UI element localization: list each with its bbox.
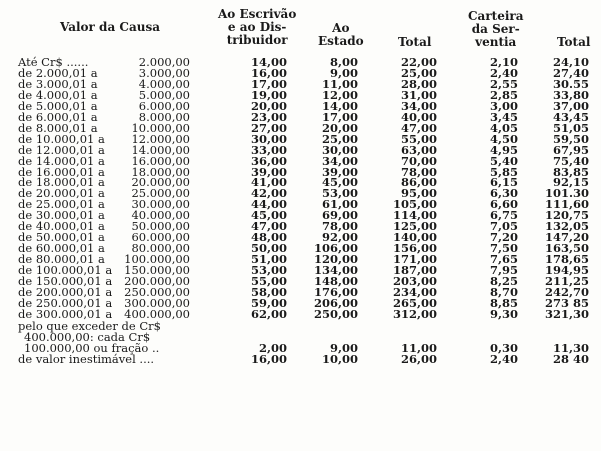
cell-upper-limit: 300.000,00 (124, 295, 190, 310)
cell-escrivao: 55,00 (250, 274, 287, 288)
cell-estado: 9,00 (329, 65, 358, 80)
cell-total-final: 147,20 (544, 230, 589, 245)
cell-carteira: 2,10 (489, 55, 518, 69)
cell-escrivao: 51,00 (250, 252, 287, 267)
cell-total: 78,00 (400, 164, 437, 179)
cell-estado: 45,00 (321, 175, 358, 190)
row-label: de 300.000,01 a (18, 306, 113, 321)
cell-upper-limit: 4.000,00 (138, 76, 190, 91)
row-label: de 25.000,01 a (18, 197, 105, 212)
cell-total-final: 321,30 (544, 306, 589, 321)
row-label: de 4.000,01 a (18, 87, 98, 102)
cell-carteira: 8,70 (489, 284, 518, 299)
cell-upper-limit: 80.000,00 (131, 241, 190, 256)
cell-upper-limit: 400.000,00 (124, 306, 190, 321)
cell-carteira: 6,30 (489, 186, 518, 201)
cell-estado: 92,00 (321, 230, 358, 245)
cell-upper-limit: 2.000,00 (138, 55, 190, 69)
cell-estado: 9,00 (329, 340, 358, 355)
cell-total-final: 33,80 (552, 87, 589, 102)
cell-carteira: 6,15 (489, 175, 518, 190)
row-label: Até Cr$ ...... (18, 55, 89, 69)
row-label: de 100.000,01 a (18, 263, 113, 278)
cell-estado: 20,00 (321, 120, 358, 135)
header-total: Total (398, 35, 432, 49)
cell-carteira: 3,45 (489, 109, 518, 124)
cell-total: 140,00 (392, 230, 437, 245)
cell-upper-limit: 6.000,00 (138, 98, 190, 113)
cell-estado: 25,00 (321, 131, 358, 146)
cell-estado: 69,00 (321, 208, 358, 223)
row-label: de 14.000,01 a (18, 153, 105, 168)
cell-total: 63,00 (400, 142, 437, 157)
cell-escrivao: 19,00 (250, 87, 287, 102)
cell-escrivao: 36,00 (250, 153, 287, 168)
cell-escrivao: 47,00 (250, 219, 287, 234)
cell-carteira: 2,85 (489, 87, 518, 102)
cell-upper-limit: 100.000,00 (124, 252, 190, 267)
row-label: de 40.000,01 a (18, 219, 105, 234)
cell-total: 40,00 (400, 109, 437, 124)
row-label: de 3.000,01 a (18, 76, 98, 91)
cell-total-final: 43,45 (552, 109, 589, 124)
cell-estado: 14,00 (321, 98, 358, 113)
header-carteira (468, 10, 523, 49)
row-label: de 60.000,01 a (18, 241, 105, 256)
cell-upper-limit: 20.000,00 (131, 175, 190, 190)
header-line: tribuidor (226, 33, 288, 47)
cell-total: 234,00 (392, 284, 437, 299)
cell-total: 171,00 (392, 252, 437, 267)
cell-escrivao: 42,00 (250, 186, 287, 201)
cell-total: 105,00 (392, 197, 437, 212)
cell-upper-limit: 25.000,00 (131, 186, 190, 201)
excess-line: pelo que exceder de Cr$ (18, 318, 161, 333)
cell-carteira: 4,50 (489, 131, 518, 146)
cell-total: 125,00 (392, 219, 437, 234)
cell-upper-limit: 5.000,00 (138, 87, 190, 102)
cell-estado: 30,00 (321, 142, 358, 157)
cell-upper-limit: 60.000,00 (131, 230, 190, 245)
cell-escrivao: 41,00 (250, 175, 287, 190)
cell-total: 26,00 (400, 351, 437, 366)
header-total-final: Total (557, 35, 591, 49)
row-label: de 50.000,01 a (18, 230, 105, 245)
row-label: de 18.000,01 a (18, 175, 105, 190)
cell-escrivao: 45,00 (250, 208, 287, 223)
table-row-inestimavel (0, 351, 601, 366)
row-label: de 250.000,01 a (18, 295, 113, 310)
cell-total: 86,00 (400, 175, 437, 190)
cell-total: 31,00 (400, 87, 437, 102)
cell-total-final: 273 85 (544, 295, 589, 310)
cell-upper-limit: 18.000,00 (131, 164, 190, 179)
header-line: Estado (318, 34, 364, 48)
cell-total: 312,00 (392, 306, 437, 321)
cell-carteira: 4,05 (489, 120, 518, 135)
row-label: de 200.000,01 a (18, 284, 113, 299)
cell-carteira: 3,00 (489, 98, 518, 113)
cell-upper-limit: 14.000,00 (131, 142, 190, 157)
cell-carteira: 0,30 (489, 340, 518, 355)
cell-upper-limit: 3.000,00 (138, 65, 190, 80)
cell-carteira: 8,25 (489, 274, 518, 288)
cell-estado: 120,00 (313, 252, 358, 267)
cell-total-final: 83,85 (552, 164, 589, 179)
cell-escrivao: 39,00 (250, 164, 287, 179)
cell-estado: 12,00 (321, 87, 358, 102)
cell-escrivao: 2,00 (258, 340, 287, 355)
cell-estado: 11,00 (321, 76, 358, 91)
row-label: de valor inestimável .... (18, 351, 155, 366)
cell-escrivao: 50,00 (250, 241, 287, 256)
cell-total-final: 59,50 (552, 131, 589, 146)
cell-estado: 53,00 (321, 186, 358, 201)
cell-escrivao: 58,00 (250, 284, 287, 299)
cell-carteira: 9,30 (489, 306, 518, 321)
cell-upper-limit: 12.000,00 (131, 131, 190, 146)
cell-escrivao: 16,00 (250, 351, 287, 366)
cell-escrivao: 59,00 (250, 295, 287, 310)
row-label: de 2.000,01 a (18, 65, 98, 80)
cell-carteira: 6,75 (489, 208, 518, 223)
cell-escrivao: 17,00 (250, 76, 287, 91)
row-label: de 10.000,01 a (18, 131, 105, 146)
cell-carteira: 5,40 (489, 153, 518, 168)
cell-total: 187,00 (392, 263, 437, 278)
cell-carteira: 5,85 (489, 164, 518, 179)
cell-carteira: 7,20 (489, 230, 518, 245)
row-label: de 5.000,01 a (18, 98, 98, 113)
cell-upper-limit: 50.000,00 (131, 219, 190, 234)
header-estado (318, 22, 364, 48)
cell-total: 22,00 (400, 55, 437, 69)
cell-total-final: 101.30 (544, 186, 589, 201)
cell-estado: 134,00 (313, 263, 358, 278)
cell-total-final: 75,40 (552, 153, 589, 168)
cell-total-final: 30.55 (552, 76, 589, 91)
cell-escrivao: 14,00 (250, 55, 287, 69)
cell-total-final: 194,95 (544, 263, 589, 278)
cell-carteira: 4,95 (489, 142, 518, 157)
cell-estado: 10,00 (321, 351, 358, 366)
cell-carteira: 6,60 (489, 197, 518, 212)
cell-total: 34,00 (400, 98, 437, 113)
cell-estado: 250,00 (313, 306, 358, 321)
cell-carteira: 7,05 (489, 219, 518, 234)
cell-estado: 34,00 (321, 153, 358, 168)
header-line: Ao Escrivão (218, 7, 297, 21)
cell-estado: 17,00 (321, 109, 358, 124)
cell-escrivao: 33,00 (250, 142, 287, 157)
cell-total-final: 211,25 (544, 274, 589, 288)
cell-total-final: 51,05 (552, 120, 589, 135)
cell-total: 70,00 (400, 153, 437, 168)
header-escrivao (218, 8, 296, 47)
cell-estado: 61,00 (321, 197, 358, 212)
cell-total: 203,00 (392, 274, 437, 288)
cell-upper-limit: 16.000,00 (131, 153, 190, 168)
cell-estado: 206,00 (313, 295, 358, 310)
cell-upper-limit: 8.000,00 (138, 109, 190, 124)
cell-total: 95,00 (400, 186, 437, 201)
cell-total-final: 120,75 (544, 208, 589, 223)
cell-estado: 106,00 (313, 241, 358, 256)
cell-upper-limit: 40.000,00 (131, 208, 190, 223)
cell-escrivao: 20,00 (250, 98, 287, 113)
cell-total: 114,00 (392, 208, 437, 223)
cell-total-final: 111,60 (544, 197, 589, 212)
cell-total-final: 27,40 (552, 65, 589, 80)
header-line: Carteira (468, 9, 524, 23)
row-label: de 6.000,01 a (18, 109, 98, 124)
row-label: de 80.000,01 a (18, 252, 105, 267)
cell-total-final: 67,95 (552, 142, 589, 157)
row-label: de 16.000,01 a (18, 164, 105, 179)
cell-total: 156,00 (392, 241, 437, 256)
cell-upper-limit: 200.000,00 (124, 274, 190, 288)
row-label: 100.000,00 ou fração .. (24, 340, 160, 355)
cell-estado: 78,00 (321, 219, 358, 234)
cell-escrivao: 62,00 (250, 306, 287, 321)
cell-estado: 8,00 (329, 55, 358, 69)
row-label: de 8.000,01 a (18, 120, 98, 135)
cell-total: 11,00 (400, 340, 437, 355)
cell-carteira: 2,40 (489, 65, 518, 80)
cell-upper-limit: 30.000,00 (131, 197, 190, 212)
row-label: de 12.000,01 a (18, 142, 105, 157)
header-line: e ao Dis- (227, 20, 287, 34)
cell-escrivao: 48,00 (250, 230, 287, 245)
cell-carteira: 7,65 (489, 252, 518, 267)
cell-estado: 148,00 (313, 274, 358, 288)
header-line: Ao (332, 21, 350, 35)
cell-upper-limit: 10.000,00 (131, 120, 190, 135)
cell-total: 47,00 (400, 120, 437, 135)
cell-total-final: 132,05 (544, 219, 589, 234)
cell-total-final: 37,00 (552, 98, 589, 113)
cell-escrivao: 30,00 (250, 131, 287, 146)
cell-escrivao: 53,00 (250, 263, 287, 278)
cell-total: 265,00 (392, 295, 437, 310)
cell-total-final: 242,70 (544, 284, 589, 299)
row-label: de 150.000,01 a (18, 274, 113, 288)
cell-total: 28,00 (400, 76, 437, 91)
cell-escrivao: 27,00 (250, 120, 287, 135)
cell-carteira: 7,95 (489, 263, 518, 278)
cell-escrivao: 23,00 (250, 109, 287, 124)
cell-carteira: 2,40 (489, 351, 518, 366)
excess-line: 400.000,00: cada Cr$ (24, 329, 151, 344)
cell-total-final: 24,10 (552, 55, 589, 69)
header-line: da Ser- (471, 22, 520, 36)
cell-carteira: 8,85 (489, 295, 518, 310)
cell-carteira: 7,50 (489, 241, 518, 256)
cell-upper-limit: 250.000,00 (124, 284, 190, 299)
cell-upper-limit: 150.000,00 (124, 263, 190, 278)
cell-carteira: 2,55 (489, 76, 518, 91)
cell-total-final: 11,30 (552, 340, 589, 355)
cell-total-final: 163,50 (544, 241, 589, 256)
header-line: ventia (475, 35, 517, 49)
cell-estado: 176,00 (313, 284, 358, 299)
cell-escrivao: 16,00 (250, 65, 287, 80)
cell-total-final: 28 40 (552, 351, 589, 366)
cell-total: 55,00 (400, 131, 437, 146)
cell-total: 25,00 (400, 65, 437, 80)
row-label: de 30.000,01 a (18, 208, 105, 223)
cell-total-final: 178,65 (544, 252, 589, 267)
header-valor-da-causa: Valor da Causa (60, 20, 160, 34)
cell-estado: 39,00 (321, 164, 358, 179)
cell-total-final: 92,15 (552, 175, 589, 190)
row-label: de 20.000,01 a (18, 186, 105, 201)
cell-escrivao: 44,00 (250, 197, 287, 212)
